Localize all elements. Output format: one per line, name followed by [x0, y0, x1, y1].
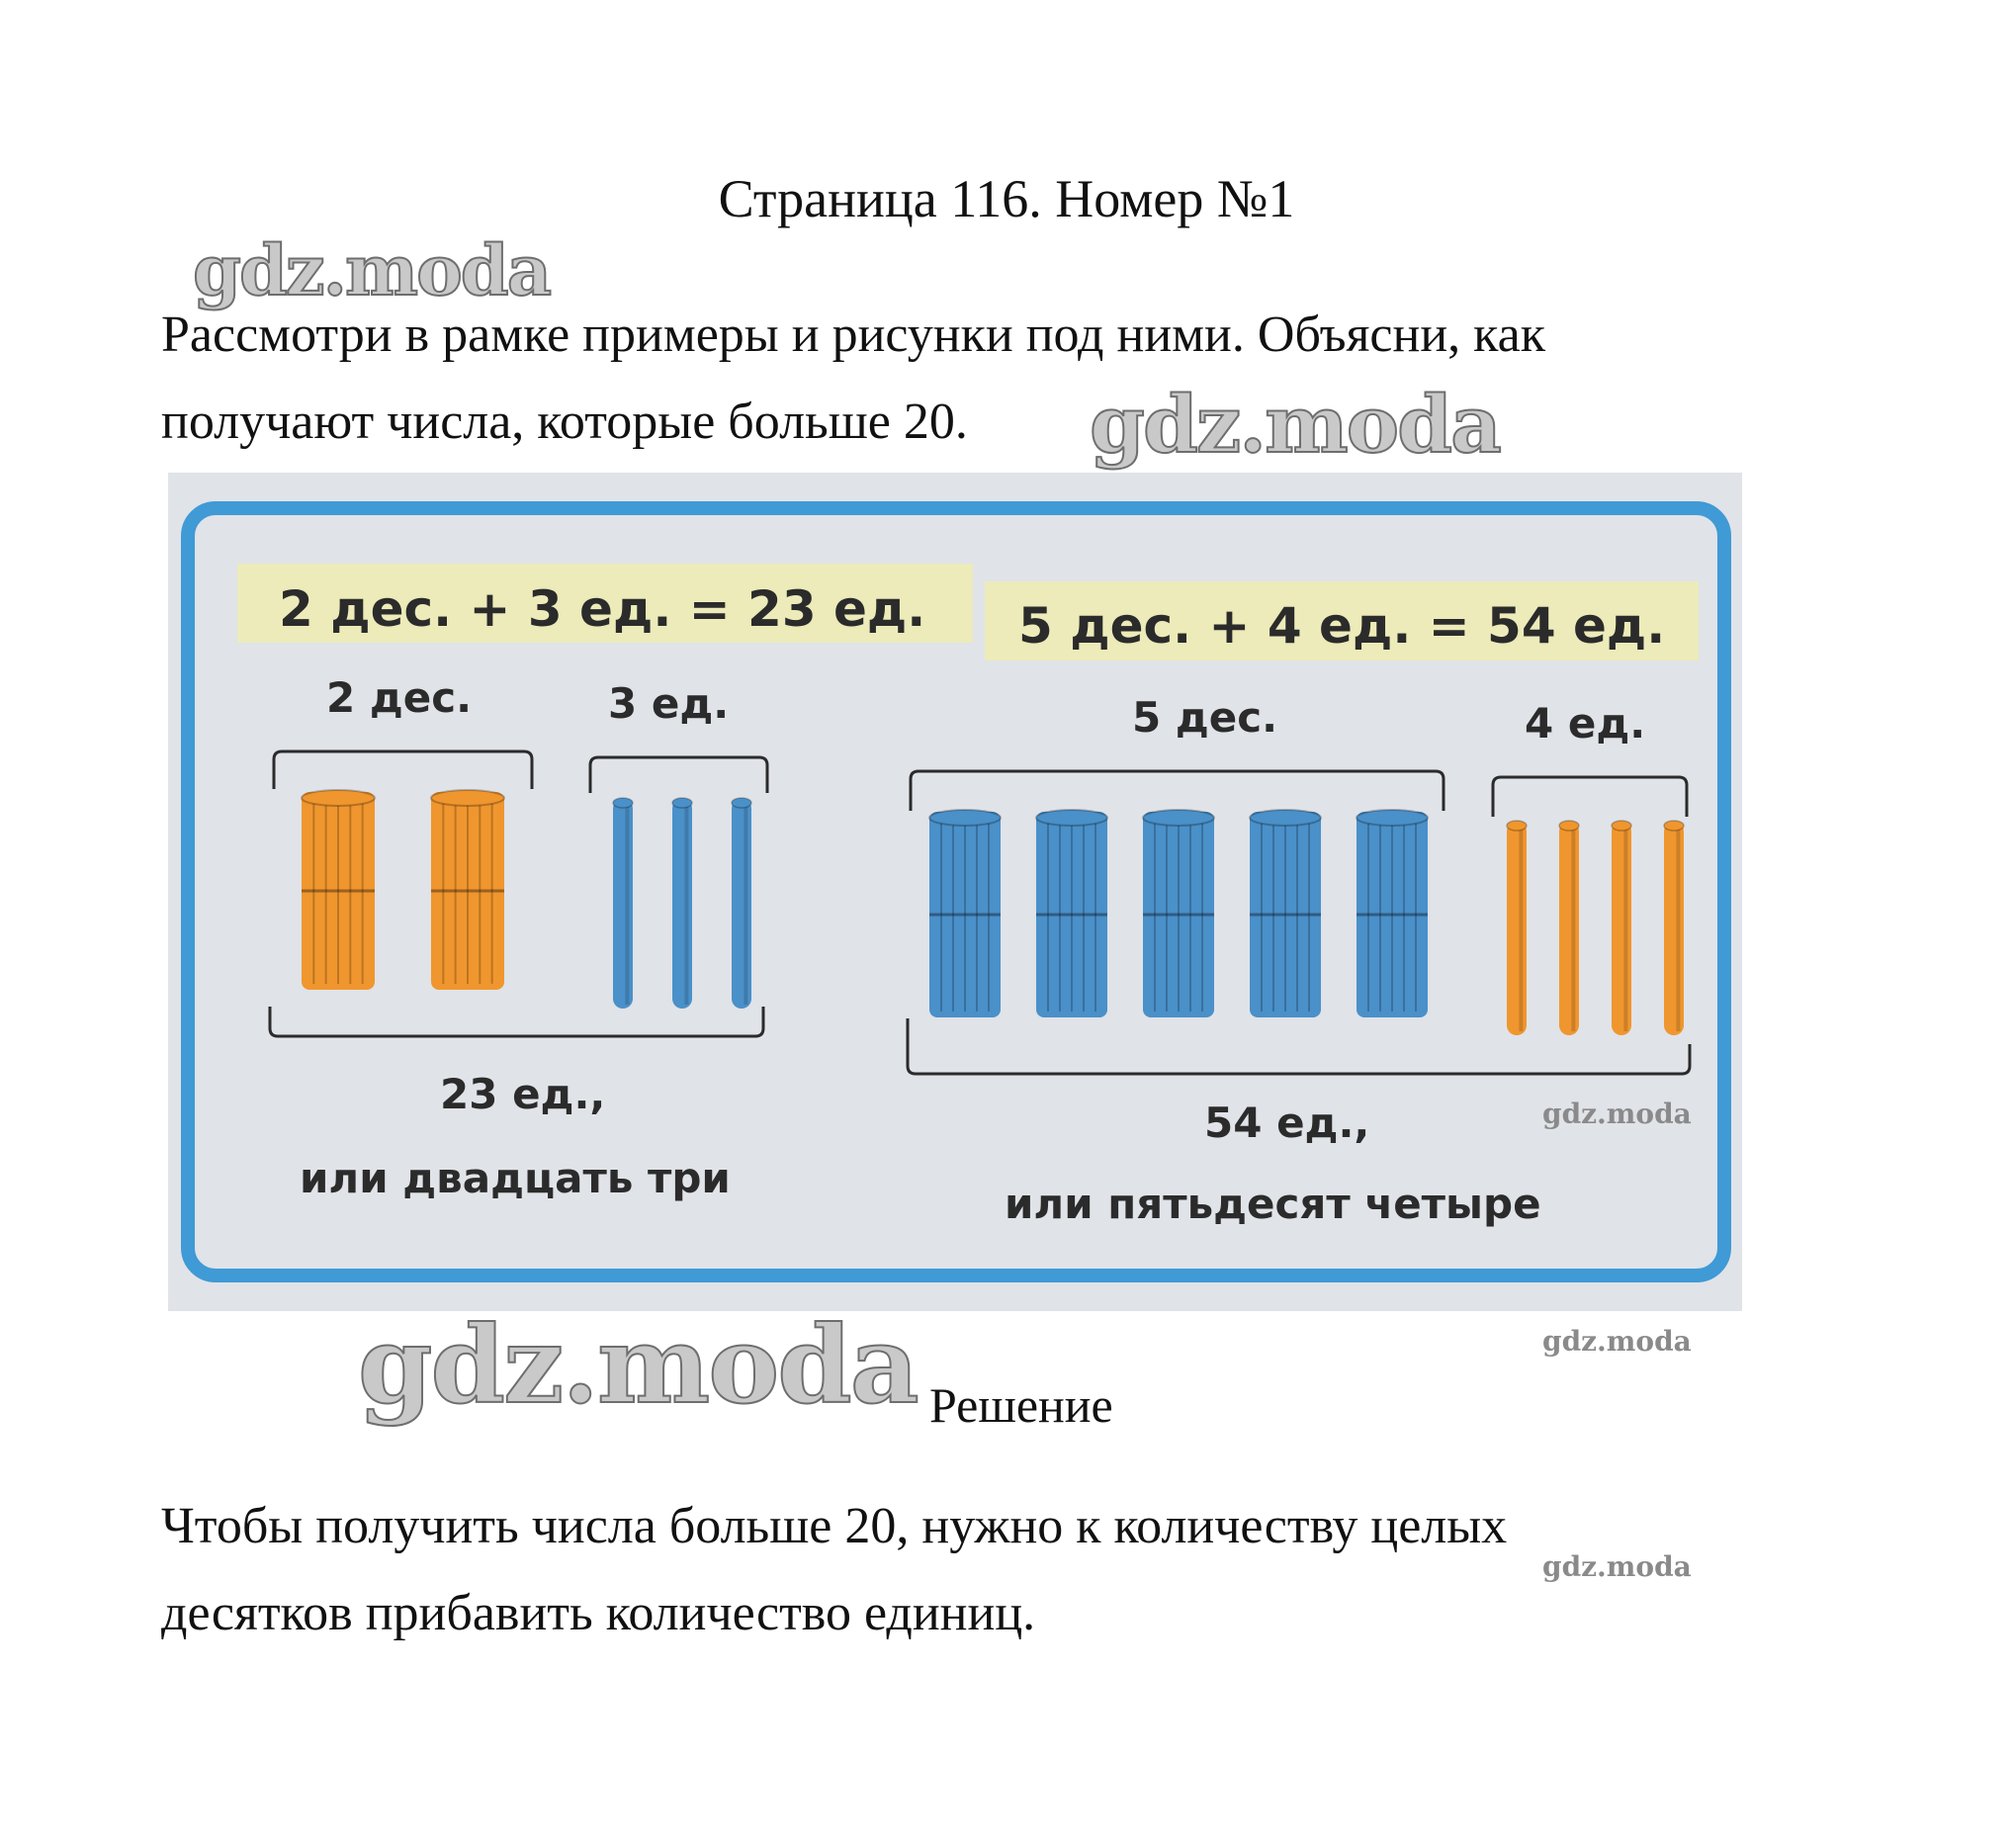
tens-bundle-right [1250, 810, 1321, 1017]
units-label-left: 3 ед. [608, 679, 730, 728]
solution-heading: Решение [929, 1377, 1113, 1433]
watermark-small: gdz.moda [1542, 1325, 1692, 1358]
unit-stick-right [1559, 821, 1579, 1035]
task-line-2: получают числа, которые больше 20. [161, 394, 968, 450]
tens-bundle-right [929, 810, 1001, 1017]
total-left-words: или двадцать три [300, 1154, 731, 1202]
unit-stick-left [732, 798, 751, 1009]
task-text [161, 292, 1842, 466]
tens-units-illustration [168, 473, 1742, 1311]
watermark-logo: gdz.moda [1090, 378, 1500, 471]
total-right-words: или пятьдесят четыре [1005, 1180, 1541, 1228]
tens-bundle-right [1357, 810, 1428, 1017]
total-left-number: 23 ед., [440, 1070, 606, 1118]
tens-bundle-right [1036, 810, 1107, 1017]
unit-stick-left [672, 798, 692, 1009]
total-right-number: 54 ед., [1204, 1099, 1370, 1147]
tens-label-right: 5 дес. [1132, 693, 1278, 742]
unit-stick-left [613, 798, 633, 1009]
bracket-top-right-tens [911, 771, 1444, 811]
tens-bundle-right [1143, 810, 1214, 1017]
bracket-bottom-left [270, 1007, 763, 1036]
task-line-1: Рассмотри в рамке примеры и рисунки под ними. Объясни, как [161, 307, 1545, 363]
watermark-small: gdz.moda [1542, 1550, 1692, 1583]
watermark-small: gdz.moda [1542, 1098, 1692, 1130]
bracket-top-left-units [590, 757, 767, 793]
unit-stick-right [1507, 821, 1527, 1035]
equation-right: 5 дес. + 4 ед. = 54 ед. [1018, 597, 1666, 655]
illustration-frame [168, 473, 1742, 1311]
page-title: Страница 116. Номер №1 [718, 169, 1295, 228]
tens-label-left: 2 дес. [326, 673, 473, 722]
solution-line-2: десятков прибавить количество единиц. [161, 1585, 1036, 1641]
units-label-right: 4 ед. [1525, 699, 1646, 748]
bracket-top-right-units [1493, 777, 1687, 817]
bracket-top-left-tens [274, 751, 532, 789]
solution-line-1: Чтобы получить числа больше 20, нужно к количеству целых [161, 1498, 1508, 1554]
tens-bundle-left [431, 790, 504, 990]
unit-stick-right [1612, 821, 1631, 1035]
tens-bundle-left [302, 790, 375, 990]
sticks-layer [302, 790, 1684, 1035]
watermark-logo: gdz.moda [358, 1303, 918, 1428]
unit-stick-right [1664, 821, 1684, 1035]
equation-left: 2 дес. + 3 ед. = 23 ед. [279, 580, 926, 638]
watermark-logo: gdz.moda [193, 229, 551, 311]
